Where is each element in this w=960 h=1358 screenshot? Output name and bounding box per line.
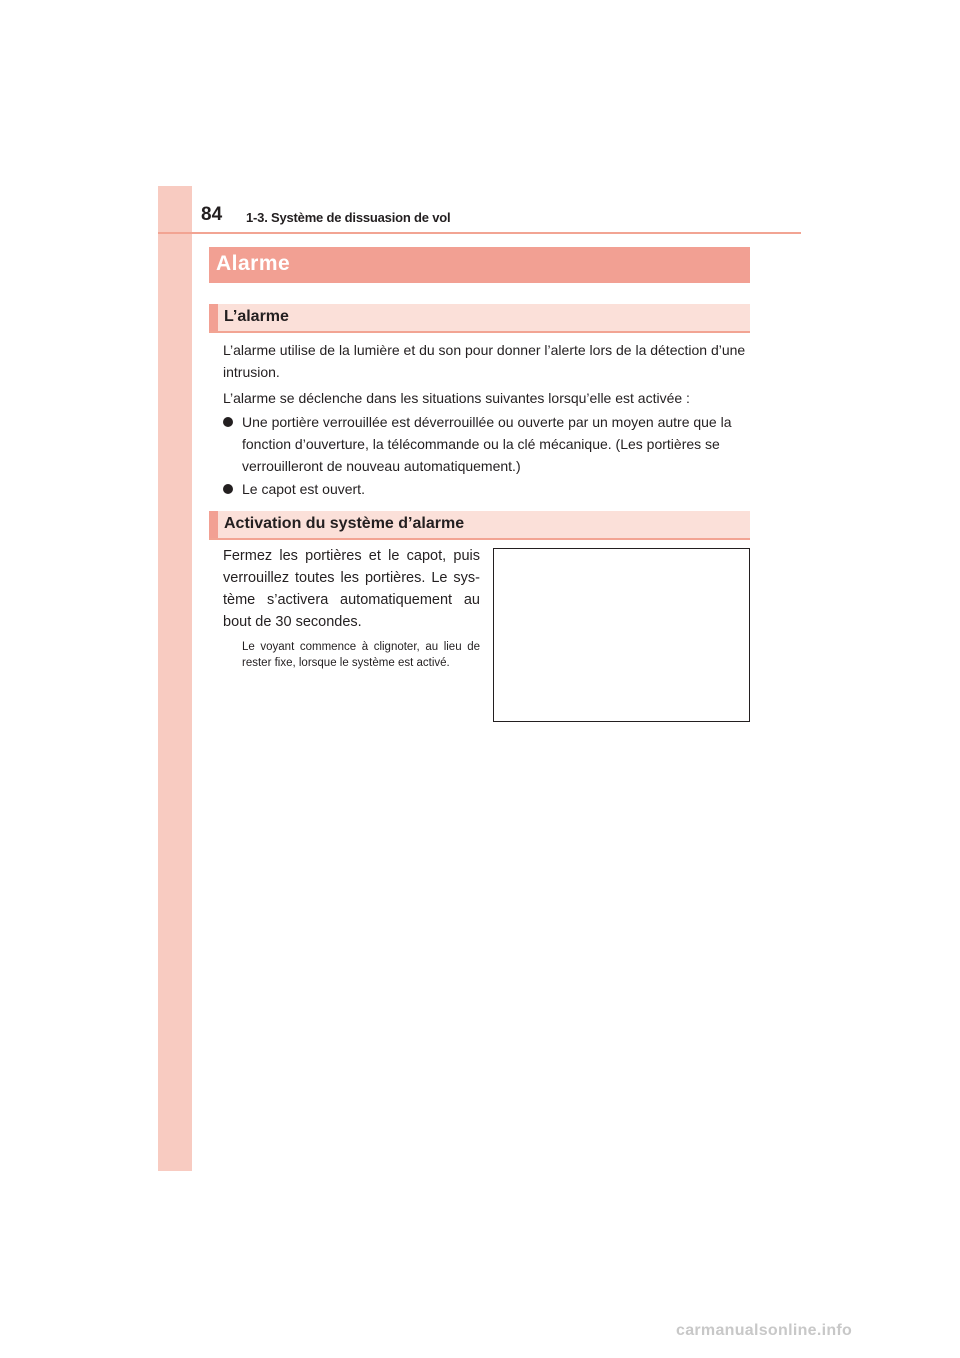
page-title-bar: [209, 247, 750, 283]
list-item-text: Le capot est ouvert.: [242, 481, 365, 497]
bullet-icon: [223, 417, 233, 427]
activation-note: Le voyant commence à clignoter, au lieu de rester fixe, lorsque le système est activé.: [242, 641, 480, 669]
activation-paragraph: Fermez les portières et le capot, puis verrouillez toutes les portières. Le sys-tème s’activera automatiquement au bout de 30 secondes.: [223, 548, 480, 630]
page-number: 84: [201, 204, 223, 225]
list-item-text: Une portière verrouillée est déverrouillée ou ouverte par un moyen autre que la fonction d’ouverture, la télécommande ou la clé mécanique. (Les portières se verrouilleront de nouveau automatiquement.): [242, 414, 732, 474]
illustration-frame: [493, 548, 750, 722]
subheading-activation: [209, 511, 750, 540]
alarm-trigger-intro: L’alarme se déclenche dans les situations suivantes lorsqu’elle est activée :: [223, 390, 690, 406]
subheading-alarm-label: L’alarme: [224, 308, 289, 325]
bullet-icon: [223, 484, 233, 494]
header-divider: [158, 232, 801, 234]
watermark: carmanualsonline.info: [676, 1322, 853, 1339]
side-color-band: [158, 186, 192, 1171]
page-title: Alarme: [216, 252, 291, 275]
section-reference: 1-3. Système de dissuasion de vol: [246, 210, 451, 225]
alarm-intro-paragraph: L’alarme utilise de la lumière et du son pour donner l’alerte lors de la détection d’une intrusion.: [223, 342, 746, 380]
subheading-activation-label: Activation du système d’alarme: [224, 515, 465, 532]
subheading-alarm: [209, 304, 750, 333]
